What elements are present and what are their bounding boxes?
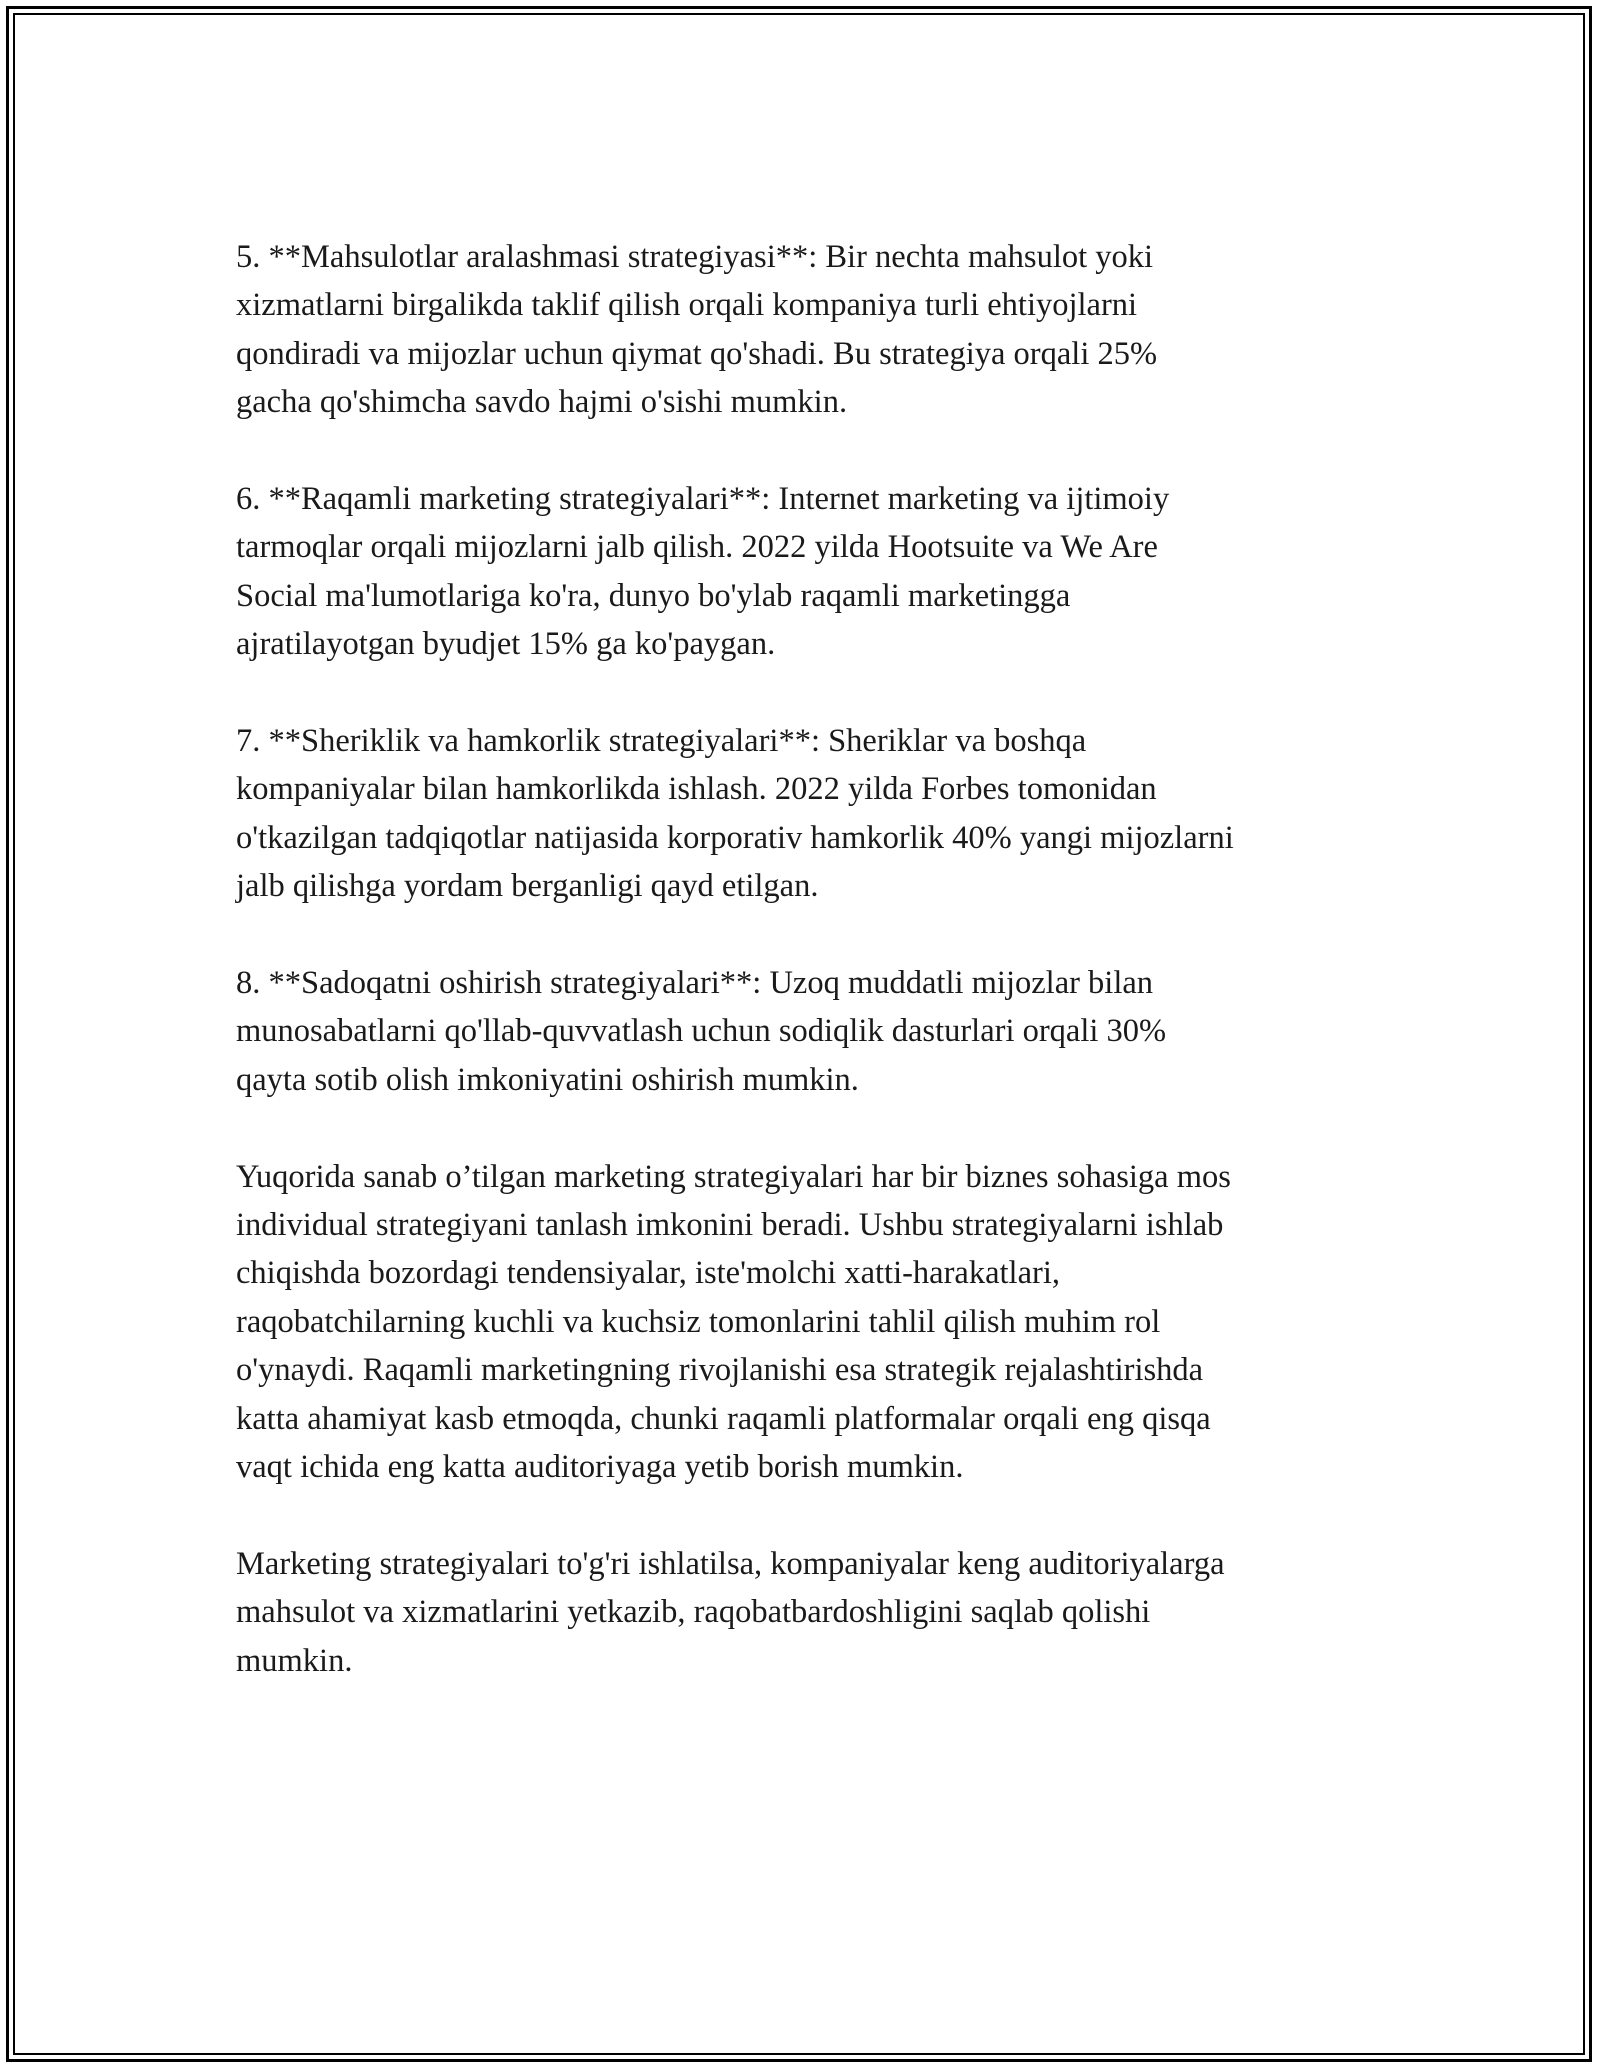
text-line: 5. **Mahsulotlar aralashmasi strategiyasi**: Bir nechta mahsulot yoki	[236, 239, 1154, 275]
paragraph-item-5	[236, 233, 1386, 427]
text-line: individual strategiyani tanlash imkonini beradi. Ushbu strategiyalarni ishlab	[236, 1207, 1224, 1244]
paragraph-item-8	[236, 959, 1386, 1104]
text-line: ajratilayotgan byudjet 15% ga ko'paygan.	[236, 626, 776, 663]
text-line: Yuqorida sanab o’tilgan marketing strategiyalari har bir biznes sohasiga mos	[236, 1158, 1231, 1195]
text-line: vaqt ichida eng katta auditoriyaga yetib borish mumkin.	[236, 1449, 964, 1486]
text-line: 6. **Raqamli marketing strategiyalari**: Internet marketing va ijtimoiy	[236, 481, 1170, 518]
paragraph-item-6	[236, 475, 1386, 669]
text-line: Marketing strategiyalari to'g'ri ishlatilsa, kompaniyalar keng auditoriyalarga	[236, 1545, 1225, 1582]
text-line: o'ynaydi. Raqamli marketingning rivojlanishi esa strategik rejalashtirishda	[236, 1352, 1204, 1389]
paragraph-conclusion	[236, 1540, 1386, 1685]
document-body	[236, 233, 1386, 1734]
text-line: katta ahamiyat kasb etmoqda, chunki raqamli platformalar orqali eng qisqa	[236, 1400, 1211, 1437]
text-line: xizmatlarni birgalikda taklif qilish orqali kompaniya turli ehtiyojlarni	[236, 287, 1138, 324]
text-line: raqobatchilarning kuchli va kuchsiz tomonlarini tahlil qilish muhim rol	[236, 1303, 1161, 1340]
text-line: tarmoqlar orqali mijozlarni jalb qilish. 2022 yilda Hootsuite va We Are	[236, 529, 1158, 566]
text-line: 8. **Sadoqatni oshirish strategiyalari**: Uzoq muddatli mijozlar bilan	[236, 965, 1154, 1002]
text-line: munosabatlarni qo'llab-quvvatlash uchun sodiqlik dasturlari orqali 30%	[236, 1013, 1167, 1050]
text-line: gacha qo'shimcha savdo hajmi o'sishi mumkin.	[236, 384, 848, 421]
text-line: kompaniyalar bilan hamkorlikda ishlash. 2022 yilda Forbes tomonidan	[236, 771, 1157, 808]
paragraph-summary	[236, 1153, 1386, 1492]
text-line: qondiradi va mijozlar uchun qiymat qo'shadi. Bu strategiya orqali 25%	[236, 335, 1158, 372]
text-line: chiqishda bozordagi tendensiyalar, iste'molchi xatti-harakatlari,	[236, 1255, 1060, 1292]
paragraph-item-7	[236, 717, 1386, 911]
text-line: qayta sotib olish imkoniyatini oshirish mumkin.	[236, 1061, 859, 1098]
text-line: jalb qilishga yordam berganligi qayd etilgan.	[236, 868, 819, 905]
text-line: o'tkazilgan tadqiqotlar natijasida korporativ hamkorlik 40% yangi mijozlarni	[236, 819, 1234, 856]
text-line: 7. **Sheriklik va hamkorlik strategiyalari**: Sheriklar va boshqa	[236, 723, 1087, 760]
text-line: mahsulot va xizmatlarini yetkazib, raqobatbardoshligini saqlab qolishi	[236, 1594, 1151, 1631]
text-line: mumkin.	[236, 1642, 353, 1679]
text-line: Social ma'lumotlariga ko'ra, dunyo bo'ylab raqamli marketingga	[236, 577, 1071, 614]
